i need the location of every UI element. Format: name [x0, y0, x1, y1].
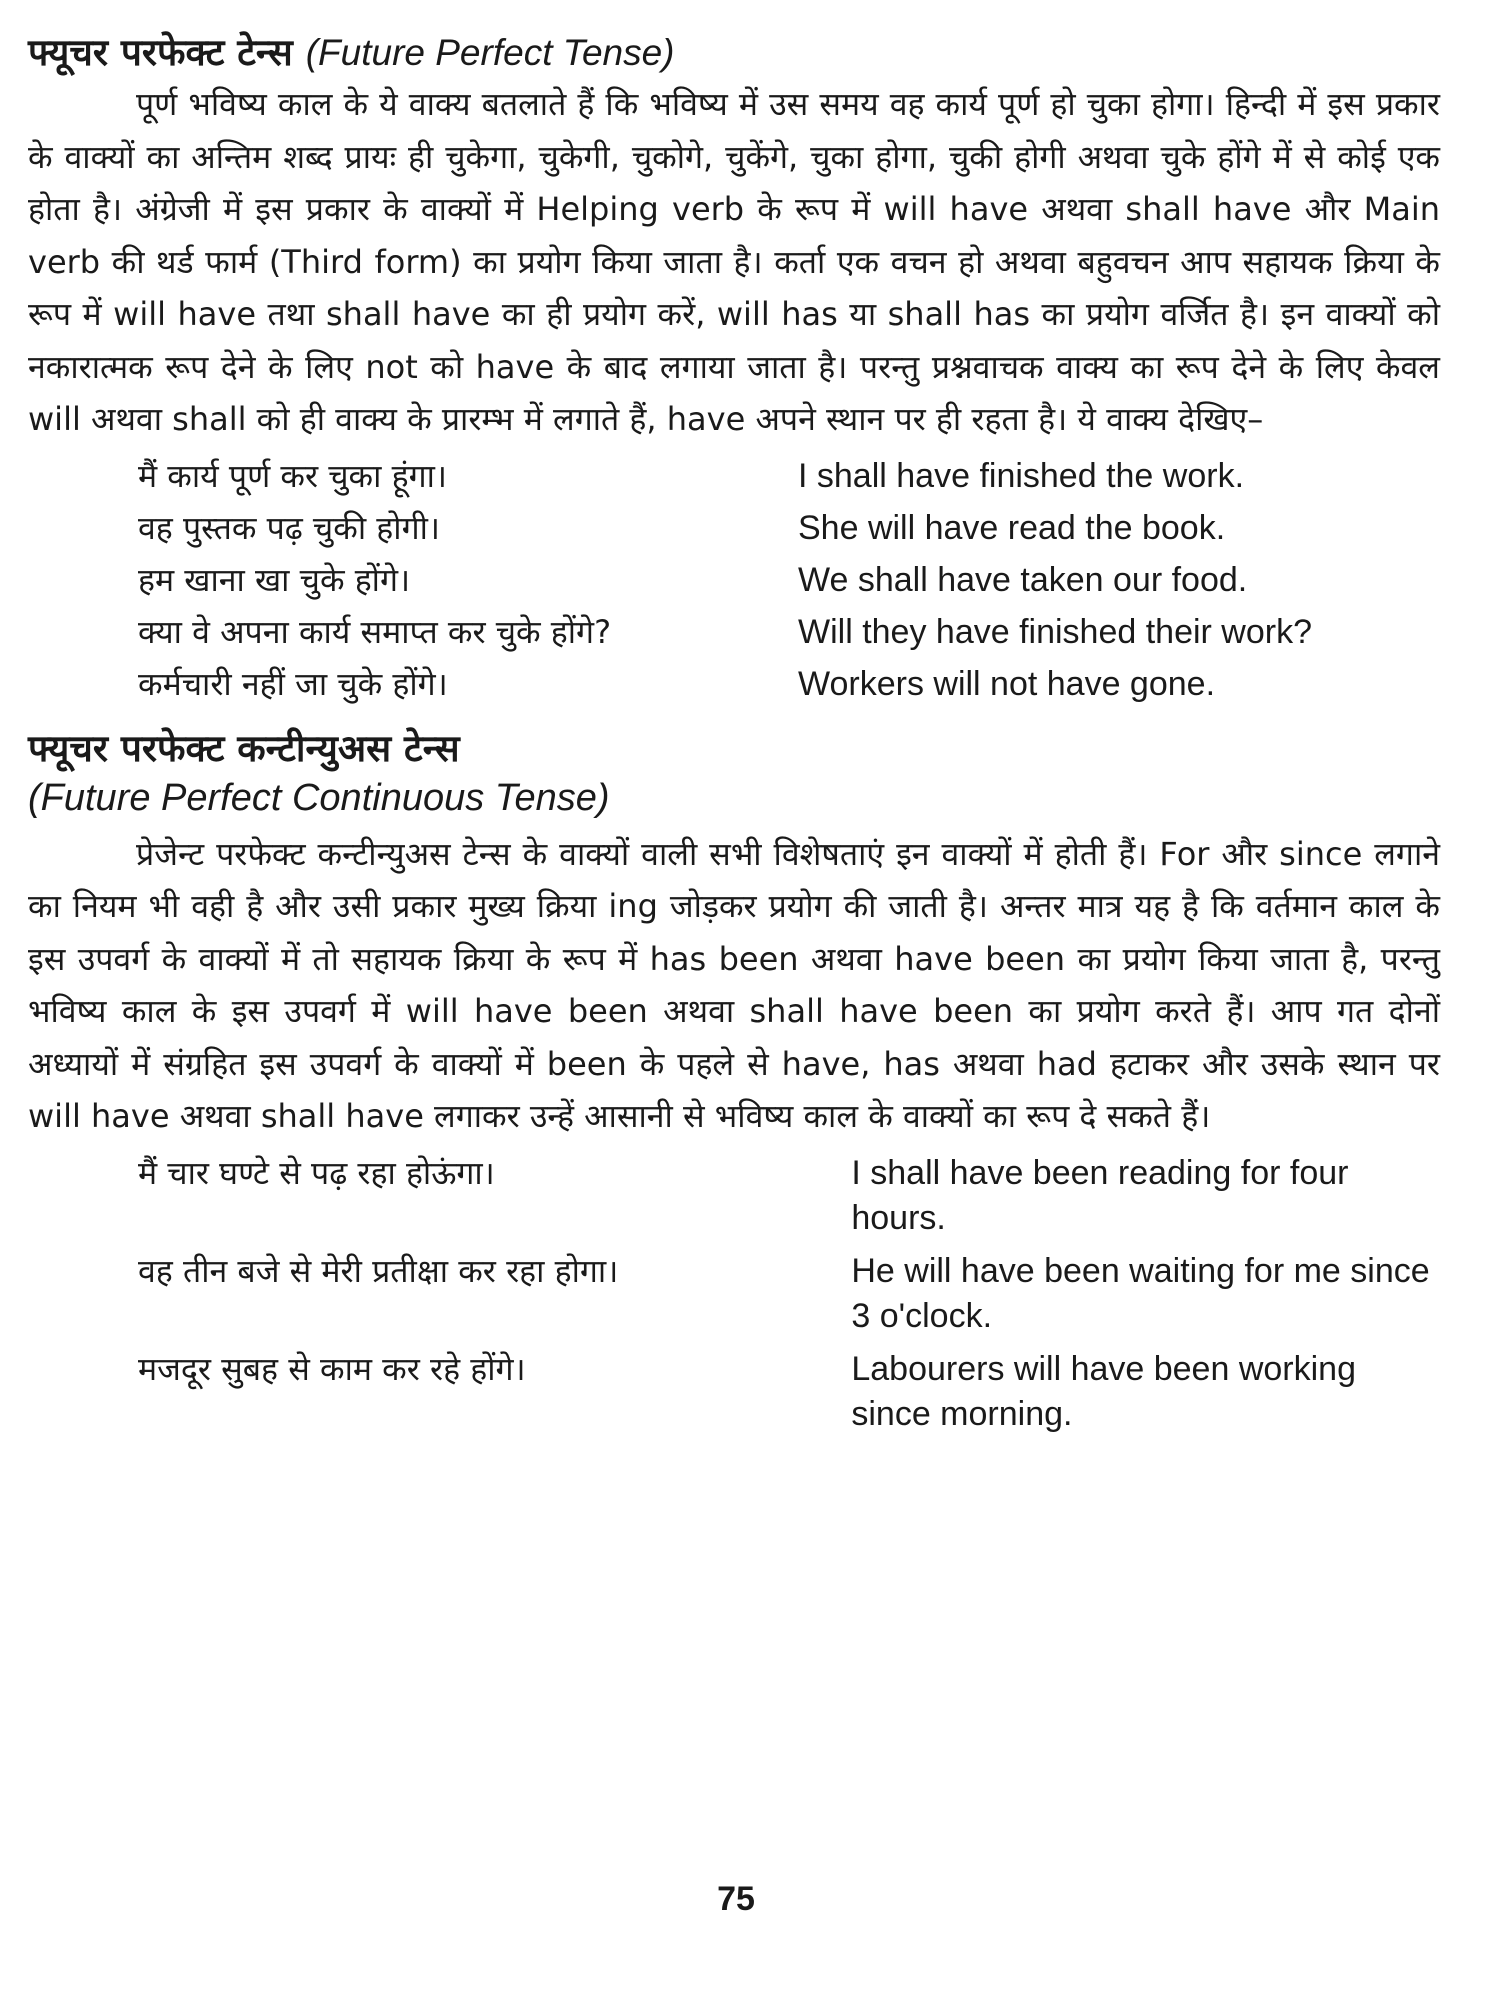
- section-paragraph-future-perfect-continuous: प्रेजेन्ट परफेक्ट कन्टीन्युअस टेन्स के वाक्यों वाली सभी विशेषताएं इन वाक्यों में होती हैं। For और since लगाने का नियम भी वही है और उसी प्रकार मुख्य क्रिया ing जोड़कर प्रयोग की जाती है। अन्तर मात्र यह है कि वर्तमान काल के इस उपवर्ग के वाक्यों में तो सहायक क्रिया के रूप में has been अथवा have been का प्रयोग किया जाता है, परन्तु भविष्य काल के इस उपवर्ग में will have been अथवा shall have been का प्रयोग करते हैं। आप गत दोनों अध्यायों में संग्रहित इस उपवर्ग के वाक्यों में been के पहले से have, has अथवा had हटाकर और उसके स्थान पर will have अथवा shall have लगाकर उन्हें आसानी से भविष्य काल के वाक्यों का रूप दे सकते हैं।: [28, 834, 1440, 1135]
- example-english: Labourers will have been working since morning.: [851, 1349, 1356, 1433]
- example-english: I shall have finished the work.: [798, 456, 1245, 495]
- heading-hindi: फ्यूचर परफेक्ट टेन्स: [28, 31, 293, 74]
- example-row: [28, 1245, 1440, 1339]
- example-english: She will have read the book.: [798, 508, 1226, 547]
- example-english: He will have been waiting for me since 3 o'clock.: [851, 1251, 1430, 1335]
- example-row: [28, 658, 1440, 710]
- example-hindi: मैं कार्य पूर्ण कर चुका हूंगा।: [138, 456, 448, 495]
- example-hindi: वह पुस्तक पढ़ चुकी होगी।: [138, 508, 440, 547]
- example-english: Will they have finished their work?: [798, 612, 1313, 651]
- example-row: [28, 1147, 1440, 1241]
- example-row: [28, 502, 1440, 554]
- example-row: [28, 606, 1440, 658]
- page-number: 75: [717, 1880, 755, 1918]
- example-english: We shall have taken our food.: [798, 560, 1248, 599]
- subheading-english: (Future Perfect Continuous Tense): [28, 776, 610, 819]
- section-paragraph-future-perfect: पूर्ण भविष्य काल के ये वाक्य बतलाते हैं कि भविष्य में उस समय वह कार्य पूर्ण हो चुका होगा। हिन्दी में इस प्रकार के वाक्यों का अन्तिम शब्द प्रायः ही चुकेगा, चुकेगी, चुकोगे, चुकेंगे, चुका होगा, चुकी होगी अथवा चुके होंगे में से कोई एक होता है। अंग्रेजी में इस प्रकार के वाक्यों में Helping verb के रूप में will have अथवा shall have और Main verb की थर्ड फार्म (Third form) का प्रयोग किया जाता है। कर्ता एक वचन हो अथवा बहुवचन आप सहायक क्रिया के रूप में will have तथा shall have का ही प्रयोग करें, will has या shall has का प्रयोग वर्जित है। इन वाक्यों को नकारात्मक रूप देने के लिए not को have के बाद लगाया जाता है। परन्तु प्रश्नवाचक वाक्य का रूप देने के लिए केवल will अथवा shall को ही वाक्य के प्रारम्भ में लगाते हैं, have अपने स्थान पर ही रहता है। ये वाक्य देखिए–: [28, 85, 1440, 438]
- section-heading-future-perfect: [28, 28, 1440, 78]
- examples-future-perfect: [28, 450, 1440, 710]
- example-hindi: वह तीन बजे से मेरी प्रतीक्षा कर रहा होगा।: [138, 1251, 619, 1290]
- example-hindi: मैं चार घण्टे से पढ़ रहा होऊंगा।: [138, 1153, 495, 1192]
- example-row: [28, 1343, 1440, 1437]
- example-hindi: कर्मचारी नहीं जा चुके होंगे।: [138, 664, 448, 703]
- section-spacer: [28, 710, 1440, 724]
- section-heading-future-perfect-continuous: फ्यूचर परफेक्ट कन्टीन्युअस टेन्स: [28, 726, 460, 770]
- example-row: [28, 450, 1440, 502]
- examples-future-perfect-continuous: [28, 1147, 1440, 1437]
- example-english: I shall have been reading for four hours.: [851, 1153, 1349, 1237]
- example-hindi: हम खाना खा चुके होंगे।: [138, 560, 411, 599]
- example-row: [28, 554, 1440, 606]
- heading-english: (Future Perfect Tense): [305, 32, 675, 73]
- example-english: Workers will not have gone.: [798, 664, 1216, 703]
- example-hindi: मजदूर सुबह से काम कर रहे होंगे।: [138, 1349, 526, 1388]
- example-hindi: क्या वे अपना कार्य समाप्त कर चुके होंगे?: [138, 612, 612, 651]
